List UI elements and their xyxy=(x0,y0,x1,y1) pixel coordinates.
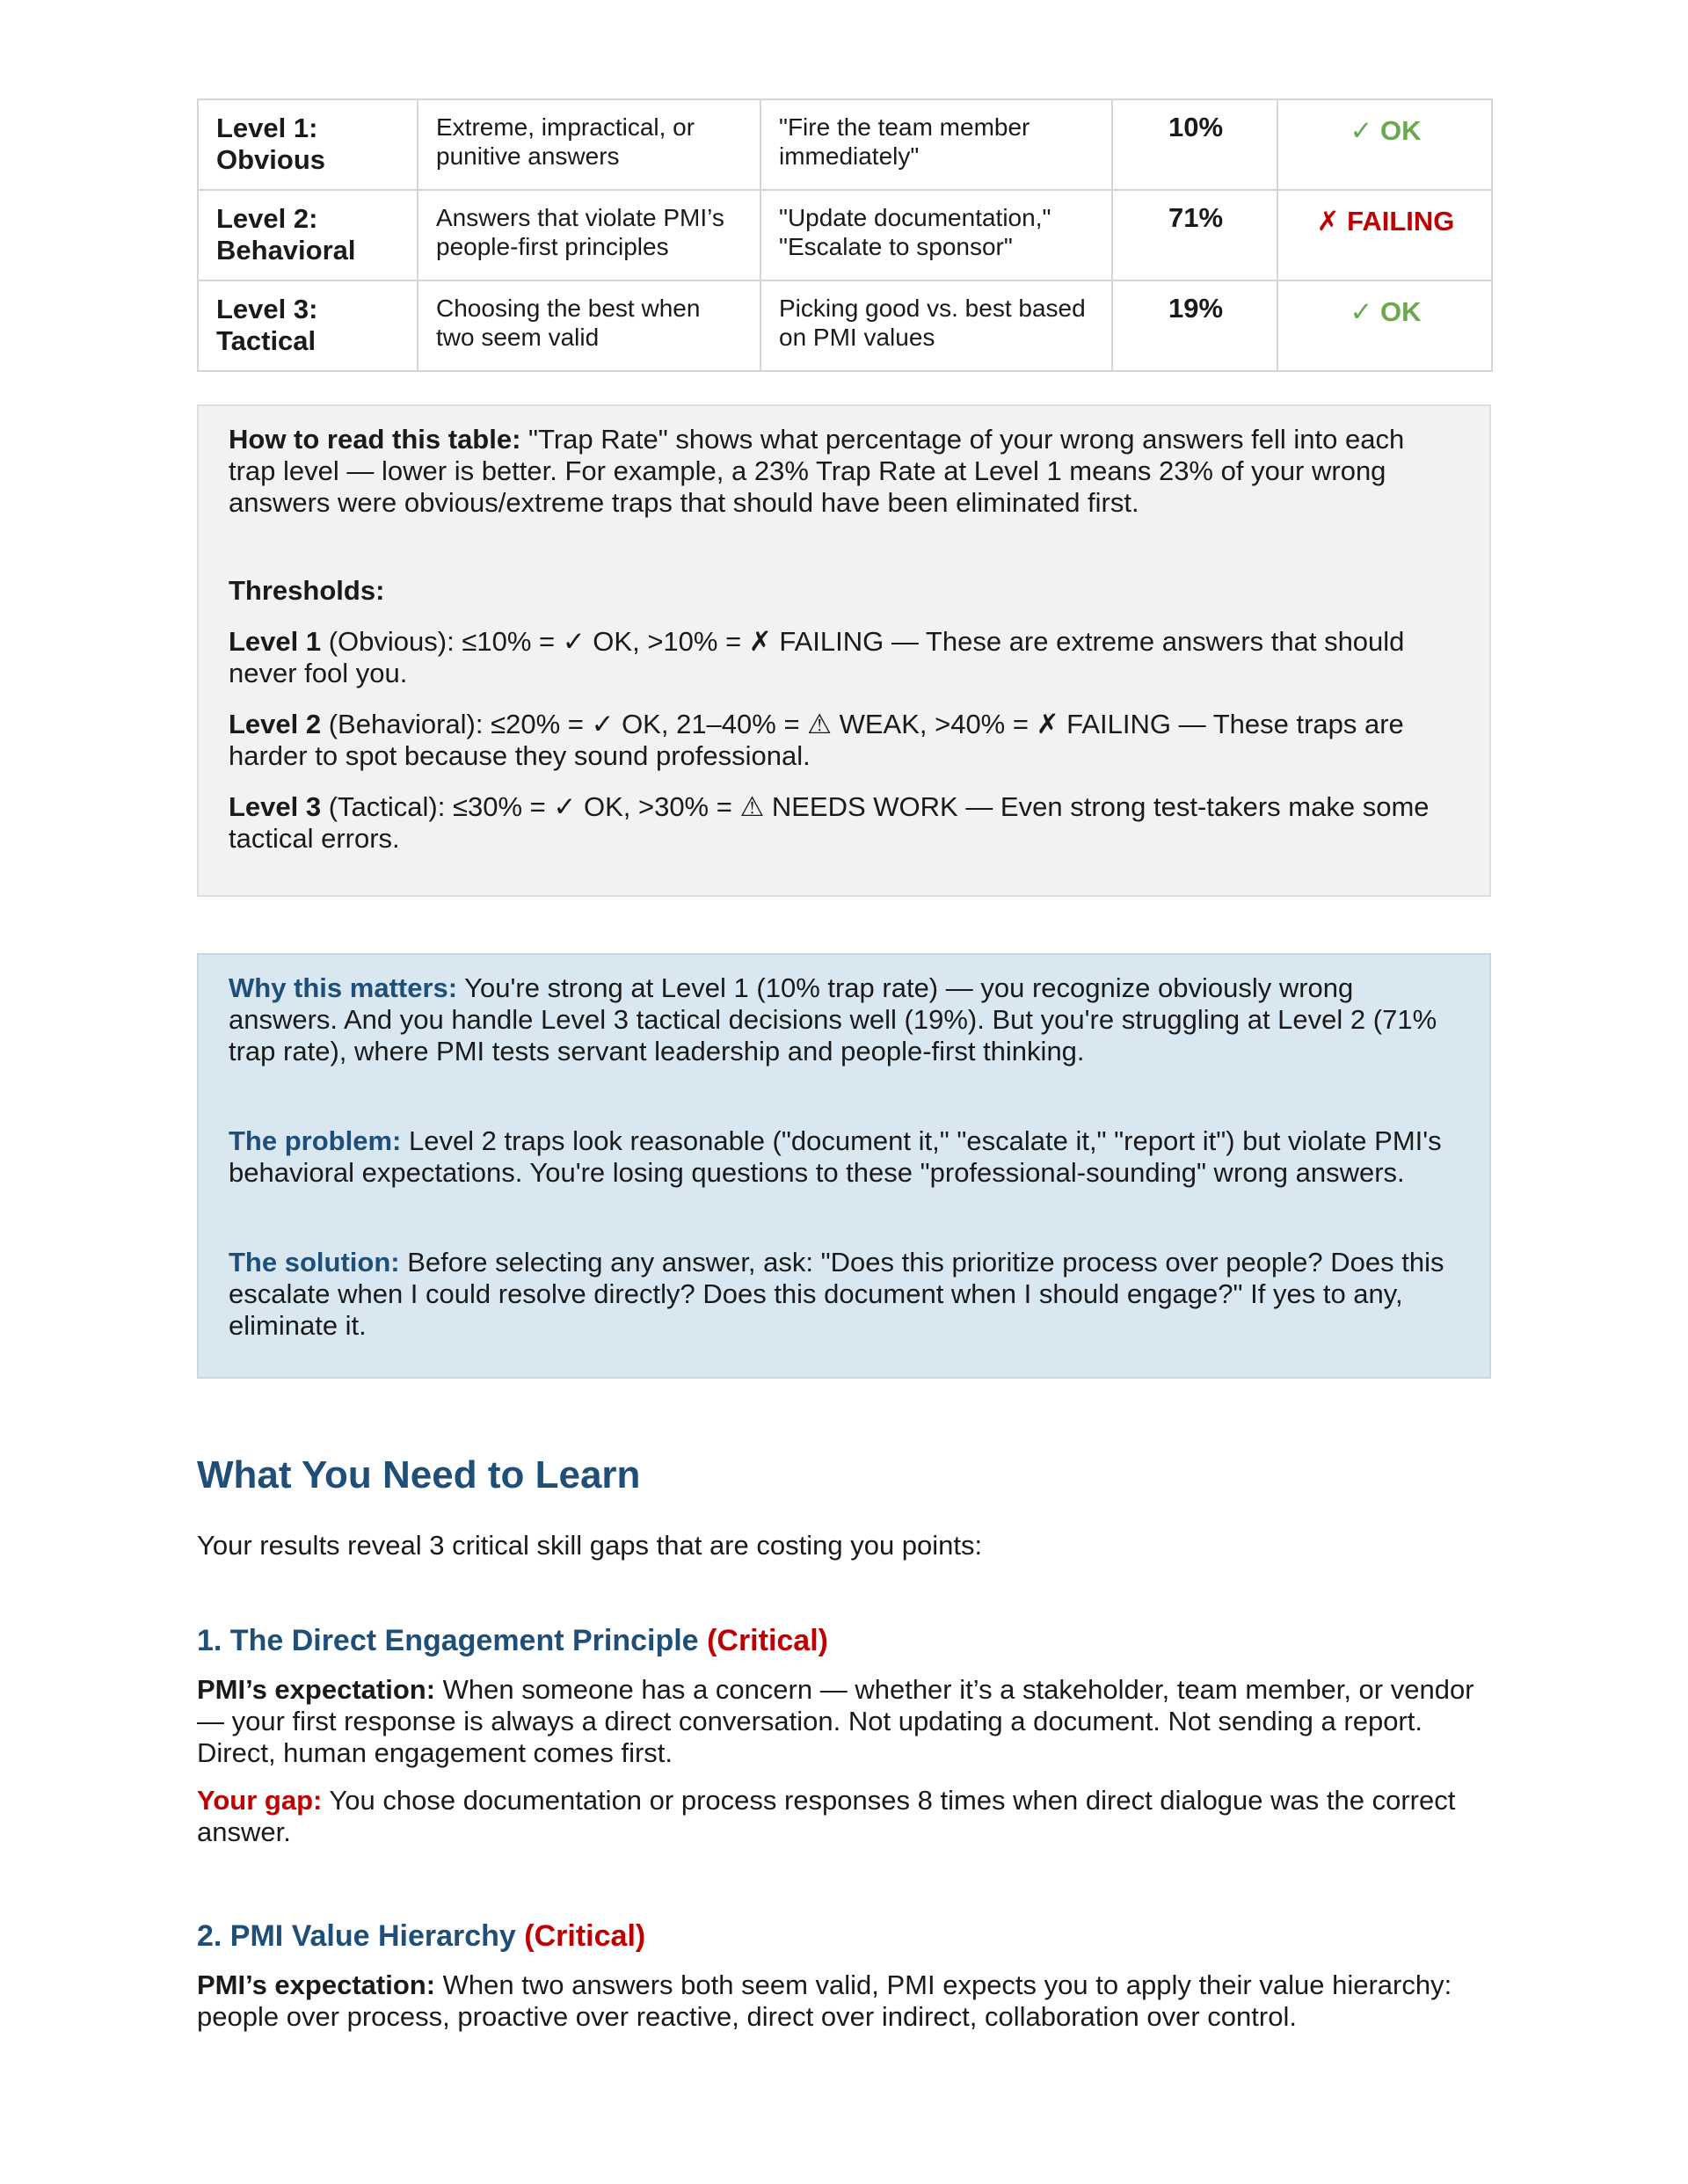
critical-tag: (Critical) xyxy=(707,1624,828,1657)
table-row xyxy=(198,99,1492,190)
level-cell xyxy=(198,99,418,190)
example-cell: "Fire the team member immediately" xyxy=(760,99,1112,190)
example-cell: "Update documentation," "Escalate to sponsor" xyxy=(760,190,1112,280)
table-row xyxy=(198,280,1492,371)
gap-title-text: 2. PMI Value Hierarchy xyxy=(197,1919,516,1953)
gap-description xyxy=(197,1785,1491,1848)
status-badge: ✓ OK xyxy=(1277,280,1492,371)
thresholds-heading: Thresholds: xyxy=(229,575,385,606)
description-cell: Answers that violate PMI’s people-first principles xyxy=(418,190,760,280)
status-badge: ✗ FAILING xyxy=(1277,190,1492,280)
expectation-text: When someone has a concern — whether it’s a stakeholder, team member, or vendor — your first response is always a direct conversation. Not updating a document. Not sending a report. Direct, human engagement comes first. xyxy=(197,1674,1474,1768)
description-cell: Extreme, impractical, or punitive answers xyxy=(418,99,760,190)
threshold-level-2 xyxy=(229,709,1458,772)
level-name: Obvious xyxy=(216,144,326,175)
gap-expectation xyxy=(197,1674,1491,1769)
gap-expectation xyxy=(197,1969,1491,2033)
gap-text: You chose documentation or process responses 8 times when direct dialogue was the correct answer. xyxy=(197,1785,1456,1847)
how-to-read-text xyxy=(229,424,1458,519)
status-badge: ✓ OK xyxy=(1277,99,1492,190)
insight-label: The problem: xyxy=(229,1125,402,1156)
table-row xyxy=(198,190,1492,280)
gap-title-text: 1. The Direct Engagement Principle xyxy=(197,1624,699,1657)
insight-why-this-matters xyxy=(229,972,1458,1067)
how-to-read-body: "Trap Rate" shows what percentage of your wrong answers fell into each trap level — lower is better. For example, a 23% Trap Rate at Level 1 means 23% of your wrong answers were obvious/extreme traps that should have been eliminated first. xyxy=(229,424,1405,518)
threshold-text: (Tactical): ≤30% = ✓ OK, >30% = ⚠ NEEDS WORK — Even strong test-takers make some tactical errors. xyxy=(229,791,1430,854)
expectation-text: When two answers both seem valid, PMI expects you to apply their value hierarchy: people over process, proactive over reactive, direct over indirect, collaboration over control. xyxy=(197,1969,1452,2032)
trap-rate-cell: 10% xyxy=(1112,99,1277,190)
section-intro: Your results reveal 3 critical skill gaps that are costing you points: xyxy=(197,1530,983,1561)
level-number: Level 2: xyxy=(216,203,318,234)
example-cell: Picking good vs. best based on PMI values xyxy=(760,280,1112,371)
threshold-text: (Behavioral): ≤20% = ✓ OK, 21–40% = ⚠ WEAK, >40% = ✗ FAILING — These traps are harder to spot because they sound professional. xyxy=(229,709,1404,771)
threshold-level-1 xyxy=(229,626,1458,689)
threshold-level-label: Level 3 xyxy=(229,791,322,822)
critical-tag: (Critical) xyxy=(524,1919,646,1953)
level-cell xyxy=(198,280,418,371)
threshold-level-label: Level 2 xyxy=(229,709,322,739)
expectation-label: PMI’s expectation: xyxy=(197,1969,436,2000)
trap-rate-table xyxy=(197,98,1493,372)
insight-label: The solution: xyxy=(229,1247,400,1278)
level-name: Behavioral xyxy=(216,235,356,266)
expectation-label: PMI’s expectation: xyxy=(197,1674,436,1705)
insight-text: Level 2 traps look reasonable ("document it," "escalate it," "report it") but violate PMI's behavioral expectations. You're losing questions to these "professional-sounding" wrong answers. xyxy=(229,1125,1442,1188)
gap-title xyxy=(197,1918,645,1954)
level-name: Tactical xyxy=(216,325,316,356)
level-number: Level 1: xyxy=(216,113,318,143)
threshold-level-label: Level 1 xyxy=(229,626,322,657)
gap-title xyxy=(197,1623,828,1658)
insight-the-solution xyxy=(229,1247,1458,1342)
how-to-read-label: How to read this table: xyxy=(229,424,521,455)
trap-rate-cell: 19% xyxy=(1112,280,1277,371)
insight-text: Before selecting any answer, ask: "Does this prioritize process over people? Does this escalate when I could resolve directly? Does this document when I should engage?" If yes to any, eliminate it. xyxy=(229,1247,1444,1341)
threshold-text: (Obvious): ≤10% = ✓ OK, >10% = ✗ FAILING — These are extreme answers that should never fool you. xyxy=(229,626,1405,688)
insight-text: You're strong at Level 1 (10% trap rate) — you recognize obviously wrong answers. And you handle Level 3 tactical decisions well (19%). But you're struggling at Level 2 (71% trap rate), where PMI tests servant leadership and people-first thinking. xyxy=(229,972,1437,1067)
how-to-read-box xyxy=(197,404,1491,897)
level-cell xyxy=(198,190,418,280)
level-number: Level 3: xyxy=(216,294,318,324)
insights-box xyxy=(197,953,1491,1379)
description-cell: Choosing the best when two seem valid xyxy=(418,280,760,371)
threshold-level-3 xyxy=(229,791,1458,855)
gap-label: Your gap: xyxy=(197,1785,323,1816)
insight-label: Why this matters: xyxy=(229,972,458,1003)
section-title: What You Need to Learn xyxy=(197,1453,641,1496)
insight-the-problem xyxy=(229,1125,1458,1189)
trap-rate-cell: 71% xyxy=(1112,190,1277,280)
